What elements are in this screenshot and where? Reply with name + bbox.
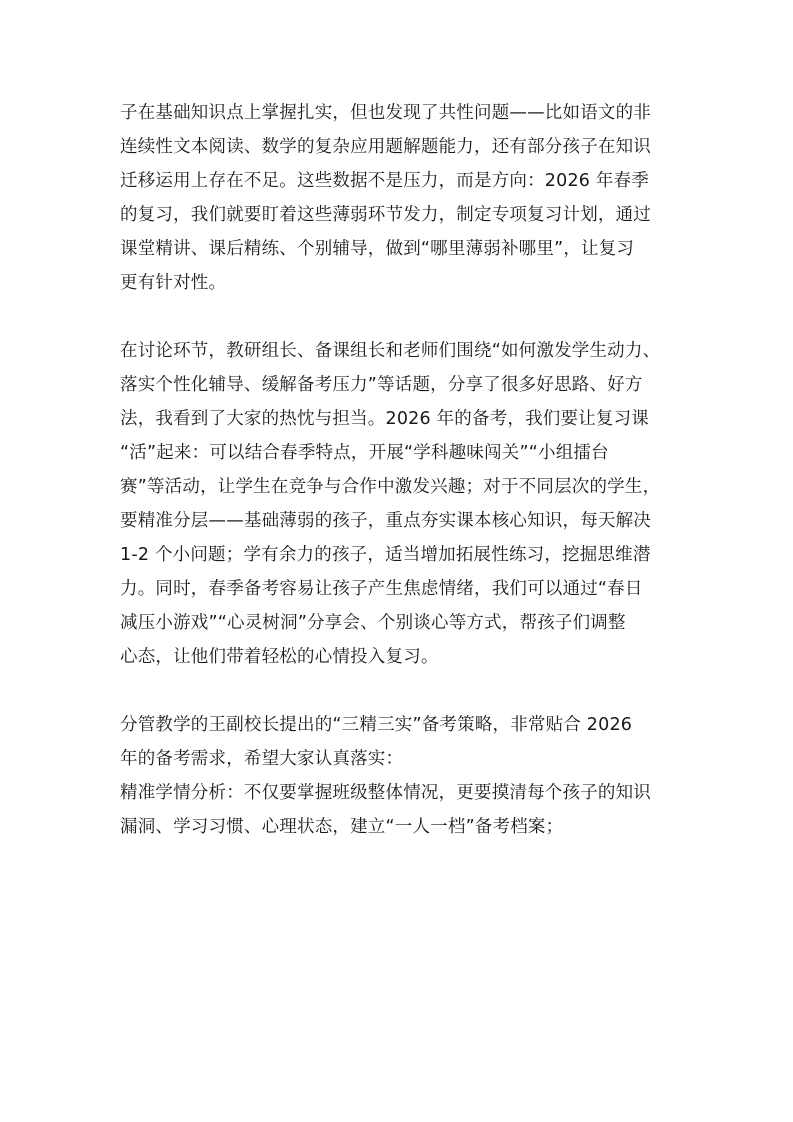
document-body [120, 96, 680, 844]
text-line: 赛”等活动，让学生在竞争与合作中激发兴趣；对于不同层次的学生， [120, 477, 661, 497]
text-line: 子在基础知识点上掌握扎实，但也发现了共性问题——比如语文的非 [120, 103, 651, 123]
text-line: 1-2 个小问题；学有余力的孩子，适当增加拓展性练习，挖掘思维潜 [120, 545, 651, 565]
text-line: 课堂精讲、课后精练、个别辅导，做到“哪里薄弱补哪里”，让复习 [120, 239, 635, 259]
text-line: 力。同时，春季备考容易让孩子产生焦虑情绪，我们可以通过“春日 [120, 579, 643, 599]
text-line: “活”起来：可以结合春季特点，开展“学科趣味闯关”“小组擂台 [120, 443, 609, 463]
text-line: 落实个性化辅导、缓解备考压力”等话题，分享了很多好思路、好方 [120, 375, 643, 395]
paragraph-data-analysis [120, 96, 680, 300]
paragraph-discussion [120, 334, 680, 674]
text-line: 法，我看到了大家的热忱与担当。2026 年的备考，我们要让复习课 [120, 409, 649, 429]
text-line: 迁移运用上存在不足。这些数据不是压力，而是方向：2026 年春季 [120, 171, 649, 191]
text-line: 减压小游戏”“心灵树洞”分享会、个别谈心等方式，帮孩子们调整 [120, 613, 626, 633]
text-line: 在讨论环节，教研组长、备课组长和老师们围绕“如何激发学生动力、 [120, 341, 661, 361]
text-line: 分管教学的王副校长提出的“三精三实”备考策略，非常贴合 2026 [120, 715, 633, 735]
paragraph-spacer [120, 674, 680, 708]
text-line: 年的备考需求，希望大家认真落实： [120, 749, 404, 769]
text-line: 的复习，我们就要盯着这些薄弱环节发力，制定专项复习计划，通过 [120, 205, 651, 225]
text-line: 连续性文本阅读、数学的复杂应用题解题能力，还有部分孩子在知识 [120, 137, 651, 157]
text-line: 漏洞、学习习惯、心理状态，建立“一人一档”备考档案； [120, 817, 564, 837]
text-line: 心态，让他们带着轻松的心情投入复习。 [120, 647, 439, 667]
text-line: 精准学情分析：不仅要掌握班级整体情况，更要摸清每个孩子的知识 [120, 783, 651, 803]
paragraph-strategy [120, 708, 680, 844]
paragraph-spacer [120, 300, 680, 334]
text-line: 更有针对性。 [120, 273, 227, 293]
text-line: 要精准分层——基础薄弱的孩子，重点夯实课本核心知识，每天解决 [120, 511, 651, 531]
